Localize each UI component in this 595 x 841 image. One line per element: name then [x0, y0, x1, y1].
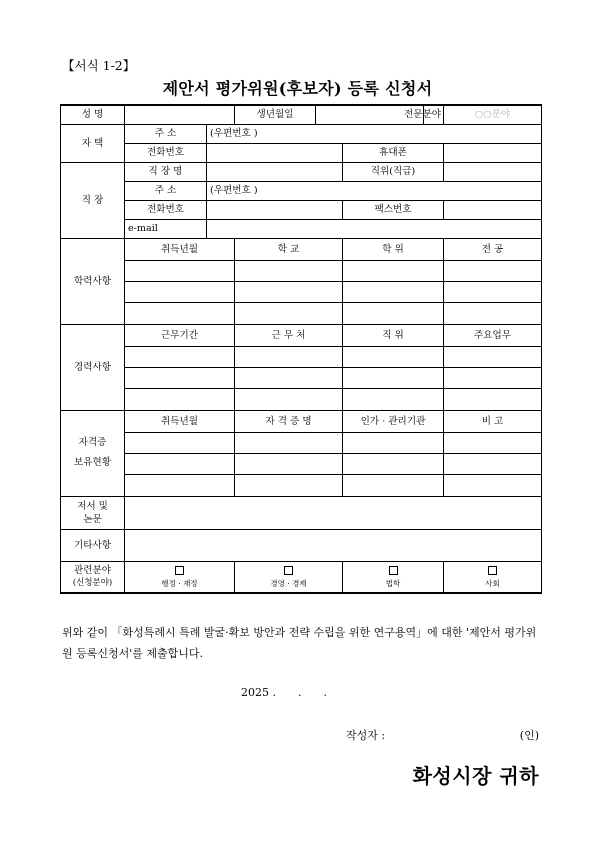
fax-field[interactable] — [444, 200, 542, 219]
license-cell[interactable] — [235, 432, 343, 453]
etc-label: 기타사항 — [61, 529, 125, 561]
application-form — [60, 104, 541, 594]
papers-field[interactable] — [125, 496, 542, 529]
seal-mark[interactable]: (인) — [519, 729, 539, 742]
license-cell[interactable] — [343, 453, 444, 474]
education-header: 학 교 — [235, 238, 343, 260]
work-phone-label: 전화번호 — [125, 200, 207, 219]
writer-line — [346, 727, 541, 743]
work-address-field[interactable]: (우편번호 ) — [207, 181, 542, 200]
education-cell[interactable] — [125, 302, 235, 324]
email-label: e-mail — [125, 219, 207, 238]
license-cell[interactable] — [235, 453, 343, 474]
education-label: 학력사항 — [61, 238, 125, 324]
education-cell[interactable] — [444, 260, 542, 281]
career-cell[interactable] — [235, 346, 343, 367]
education-cell[interactable] — [343, 281, 444, 302]
fax-label: 팩스번호 — [343, 200, 444, 219]
license-header: 자 격 증 명 — [235, 410, 343, 432]
career-cell[interactable] — [125, 388, 235, 410]
career-cell[interactable] — [125, 346, 235, 367]
career-cell[interactable] — [444, 346, 542, 367]
education-cell[interactable] — [125, 281, 235, 302]
writer-label: 작성자 : — [346, 729, 386, 742]
license-header: 비 고 — [444, 410, 542, 432]
home-address-label: 주 소 — [125, 124, 207, 143]
checkbox[interactable] — [488, 566, 497, 575]
related-option-business[interactable]: 경영 · 경제 — [235, 561, 343, 593]
work-name-label: 직 장 명 — [125, 162, 207, 181]
mobile-field[interactable] — [444, 143, 542, 162]
career-cell[interactable] — [343, 388, 444, 410]
license-cell[interactable] — [235, 474, 343, 496]
education-cell[interactable] — [444, 302, 542, 324]
education-header: 학 위 — [343, 238, 444, 260]
education-cell[interactable] — [444, 281, 542, 302]
education-header: 취득년월 — [125, 238, 235, 260]
work-name-field[interactable] — [207, 162, 343, 181]
career-cell[interactable] — [235, 367, 343, 388]
recipient: 화성시장 귀하 — [412, 764, 539, 788]
work-address-label: 주 소 — [125, 181, 207, 200]
page-title: 제안서 평가위원(후보자) 등록 신청서 — [162, 79, 433, 98]
work-label: 직 장 — [61, 162, 125, 238]
career-cell[interactable] — [125, 367, 235, 388]
date-line — [241, 686, 349, 699]
education-cell[interactable] — [125, 260, 235, 281]
home-phone-field[interactable] — [207, 143, 343, 162]
career-cell[interactable] — [343, 367, 444, 388]
license-cell[interactable] — [125, 474, 235, 496]
home-phone-label: 전화번호 — [125, 143, 207, 162]
education-cell[interactable] — [343, 260, 444, 281]
name-field[interactable] — [125, 105, 235, 124]
etc-field[interactable] — [125, 529, 542, 561]
field-input[interactable]: ○○분야 — [444, 105, 542, 124]
career-header: 직 위 — [343, 324, 444, 346]
related-option-social[interactable]: 사회 — [444, 561, 542, 593]
license-cell[interactable] — [125, 432, 235, 453]
license-header: 취득년월 — [125, 410, 235, 432]
education-cell[interactable] — [235, 260, 343, 281]
mobile-label: 휴대폰 — [343, 143, 444, 162]
career-cell[interactable] — [343, 346, 444, 367]
education-cell[interactable] — [235, 302, 343, 324]
checkbox[interactable] — [389, 566, 398, 575]
career-cell[interactable] — [235, 388, 343, 410]
education-cell[interactable] — [235, 281, 343, 302]
date-month[interactable]: . — [298, 686, 302, 699]
birth-label: 생년월일 — [235, 105, 316, 124]
license-cell[interactable] — [444, 432, 542, 453]
career-cell[interactable] — [444, 388, 542, 410]
career-label: 경력사항 — [61, 324, 125, 410]
related-option-admin[interactable]: 행정 · 재정 — [125, 561, 235, 593]
checkbox[interactable] — [175, 566, 184, 575]
papers-label: 저서 및 논문 — [61, 496, 125, 529]
education-header: 전 공 — [444, 238, 542, 260]
home-label: 자 택 — [61, 124, 125, 162]
work-phone-field[interactable] — [207, 200, 343, 219]
career-header: 주요업무 — [444, 324, 542, 346]
education-cell[interactable] — [343, 302, 444, 324]
career-cell[interactable] — [444, 367, 542, 388]
name-label: 성 명 — [61, 105, 125, 124]
license-cell[interactable] — [444, 453, 542, 474]
checkbox[interactable] — [284, 566, 293, 575]
license-label: 자격증 보유현황 — [61, 410, 125, 496]
statement-text: 위와 같이 「화성특례시 특례 발굴·확보 방안과 전략 수립을 위한 연구용역」에 대한 '제안서 평가위원 등록신청서'를 제출합니다. — [62, 626, 537, 660]
field-label: 전문분야 — [424, 105, 444, 124]
license-header: 인가 · 관리기관 — [343, 410, 444, 432]
date-day[interactable]: . — [323, 686, 327, 699]
home-address-field[interactable]: (우편번호 ) — [207, 124, 542, 143]
date-year[interactable]: 2025 . — [241, 686, 276, 699]
email-field[interactable] — [207, 219, 542, 238]
form-number: 【서식 1-2】 — [62, 58, 136, 73]
license-cell[interactable] — [125, 453, 235, 474]
related-label: 관련분야 (신청분야) — [61, 561, 125, 593]
career-header: 근무기간 — [125, 324, 235, 346]
related-option-law[interactable]: 법학 — [343, 561, 444, 593]
work-position-label: 직위(직급) — [343, 162, 444, 181]
license-cell[interactable] — [343, 432, 444, 453]
career-header: 근 무 처 — [235, 324, 343, 346]
license-cell[interactable] — [343, 474, 444, 496]
work-position-field[interactable] — [444, 162, 542, 181]
license-cell[interactable] — [444, 474, 542, 496]
